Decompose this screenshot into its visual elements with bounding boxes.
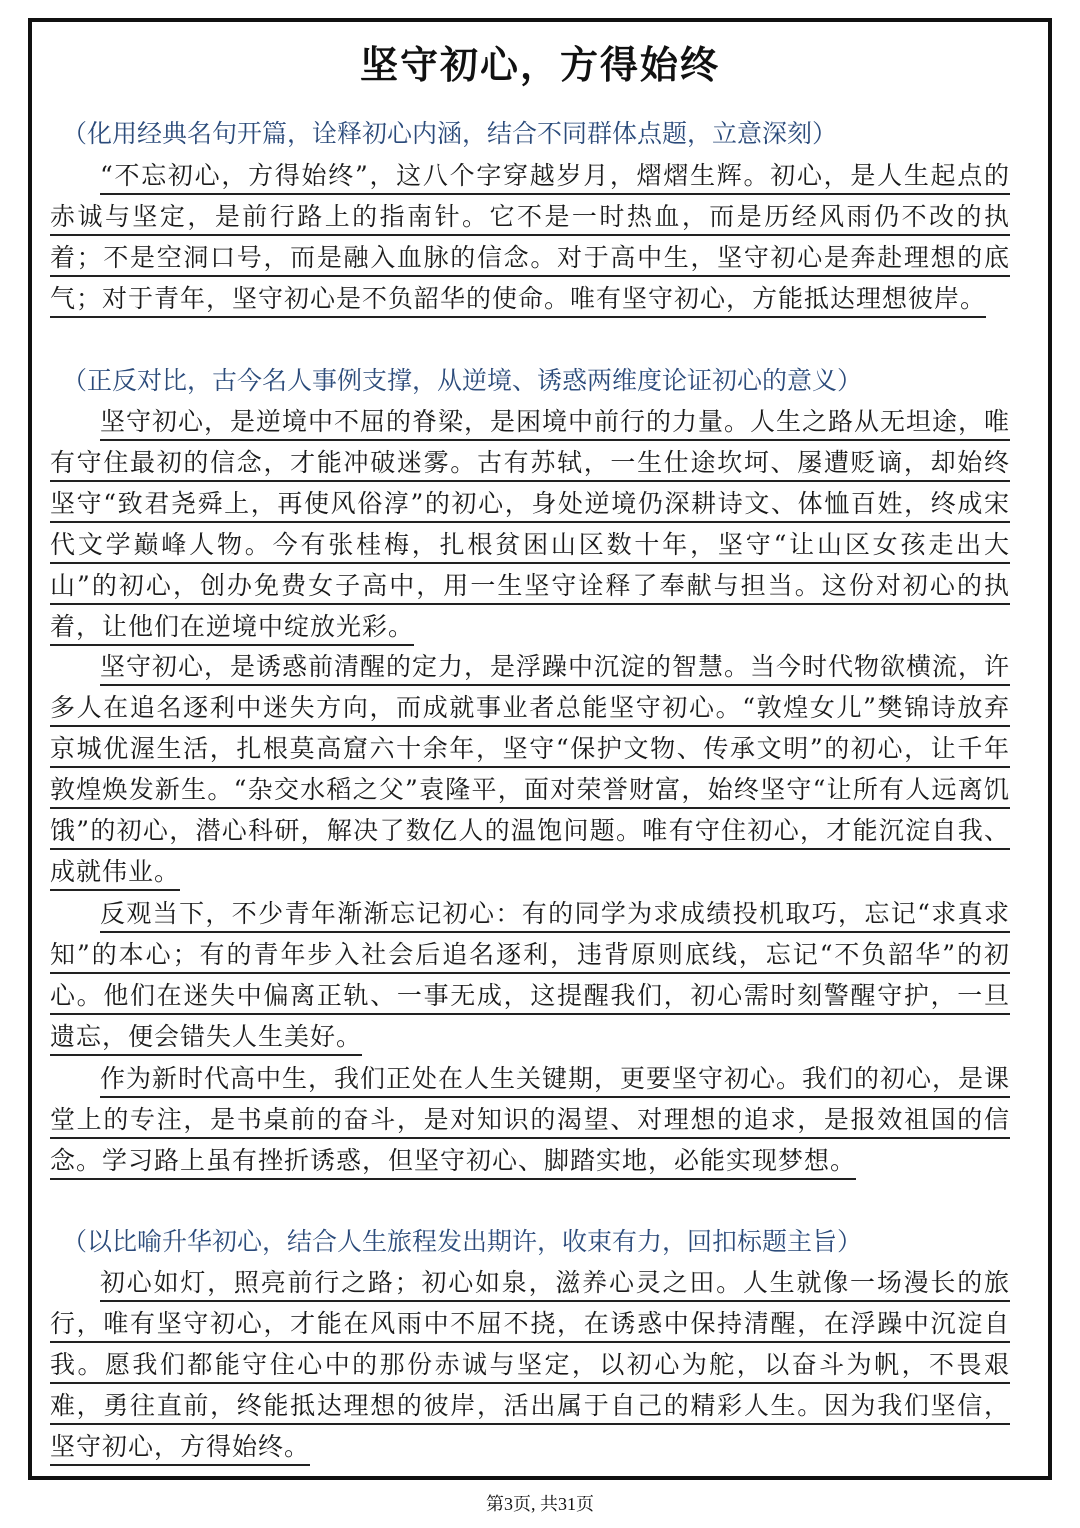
paragraph-5-text: 作为新时代高中生，我们正处在人生关键期，更要坚守初心。我们的初心，是课堂上的专注，是书桌前的奋斗，是对知识的渴望、对理想的追求，是报效祖国的信念。学习路上虽有挫折诱惑，但坚守初心、脚踏实地，必能实现梦想。 [50, 1064, 1010, 1180]
paragraph-1 [50, 155, 1010, 319]
annotation-note-1: （化用经典名句开篇，诠释初心内涵，结合不同群体点题，立意深刻） [62, 119, 838, 148]
paragraph-1-text: “不忘初心，方得始终”，这八个字穿越岁月，熠熠生辉。初心，是人生起点的赤诚与坚定，是前行路上的指南针。它不是一时热血，而是历经风雨仍不改的执着；不是空洞口号，而是融入血脉的信念。对于高中生，坚守初心是奔赴理想的底气；对于青年，坚守初心是不负韶华的使命。唯有坚守初心，方能抵达理想彼岸。 [50, 161, 1010, 318]
paragraph-6 [50, 1262, 1010, 1467]
paragraph-6-text: 初心如灯，照亮前行之路；初心如泉，滋养心灵之田。人生就像一场漫长的旅行，唯有坚守初心，才能在风雨中不屈不挠，在诱惑中保持清醒，在浮躁中沉淀自我。愿我们都能守住心中的那份赤诚与坚定，以初心为舵，以奋斗为帆，不畏艰难，勇往直前，终能抵达理想的彼岸，活出属于自己的精彩人生。因为我们坚信，坚守初心，方得始终。 [50, 1268, 1010, 1466]
annotation-note-2: （正反对比，古今名人事例支撑，从逆境、诱惑两维度论证初心的意义） [62, 366, 863, 395]
annotation-note-3: （以比喻升华初心，结合人生旅程发出期许，收束有力，回扣标题主旨） [62, 1227, 863, 1256]
paragraph-5 [50, 1058, 1010, 1181]
page-number-footer: 第3页, 共31页 [486, 1494, 594, 1514]
paragraph-4-text: 反观当下，不少青年渐渐忘记初心：有的同学为求成绩投机取巧，忘记“求真求知”的本心；有的青年步入社会后追名逐利，违背原则底线，忘记“不负韶华”的初心。他们在迷失中偏离正轨、一事无成，这提醒我们，初心需时刻警醒守护，一旦遗忘，便会错失人生美好。 [50, 899, 1010, 1056]
paragraph-2-text: 坚守初心，是逆境中不屈的脊梁，是困境中前行的力量。人生之路从无坦途，唯有守住最初的信念，才能冲破迷雾。古有苏轼，一生仕途坎坷、屡遭贬谪，却始终坚守“致君尧舜上，再使风俗淳”的初心，身处逆境仍深耕诗文、体恤百姓，终成宋代文学巅峰人物。今有张桂梅，扎根贫困山区数十年，坚守“让山区女孩走出大山”的初心，创办免费女子高中，用一生坚守诠释了奉献与担当。这份对初心的执着，让他们在逆境中绽放光彩。 [50, 407, 1010, 646]
paragraph-4 [50, 893, 1010, 1057]
paragraph-2 [50, 401, 1010, 647]
essay-title: 坚守初心，方得始终 [359, 42, 720, 87]
paragraph-3 [50, 646, 1010, 892]
paragraph-3-text: 坚守初心，是诱惑前清醒的定力，是浮躁中沉淀的智慧。当今时代物欲横流，许多人在追名逐利中迷失方向，而成就事业者总能坚守初心。“敦煌女儿”樊锦诗放弃京城优渥生活，扎根莫高窟六十余年，坚守“保护文物、传承文明”的初心，让千年敦煌焕发新生。“杂交水稻之父”袁隆平，面对荣誉财富，始终坚守“让所有人远离饥饿”的初心，潜心科研，解决了数亿人的温饱问题。唯有守住初心，才能沉淀自我、成就伟业。 [50, 652, 1010, 891]
